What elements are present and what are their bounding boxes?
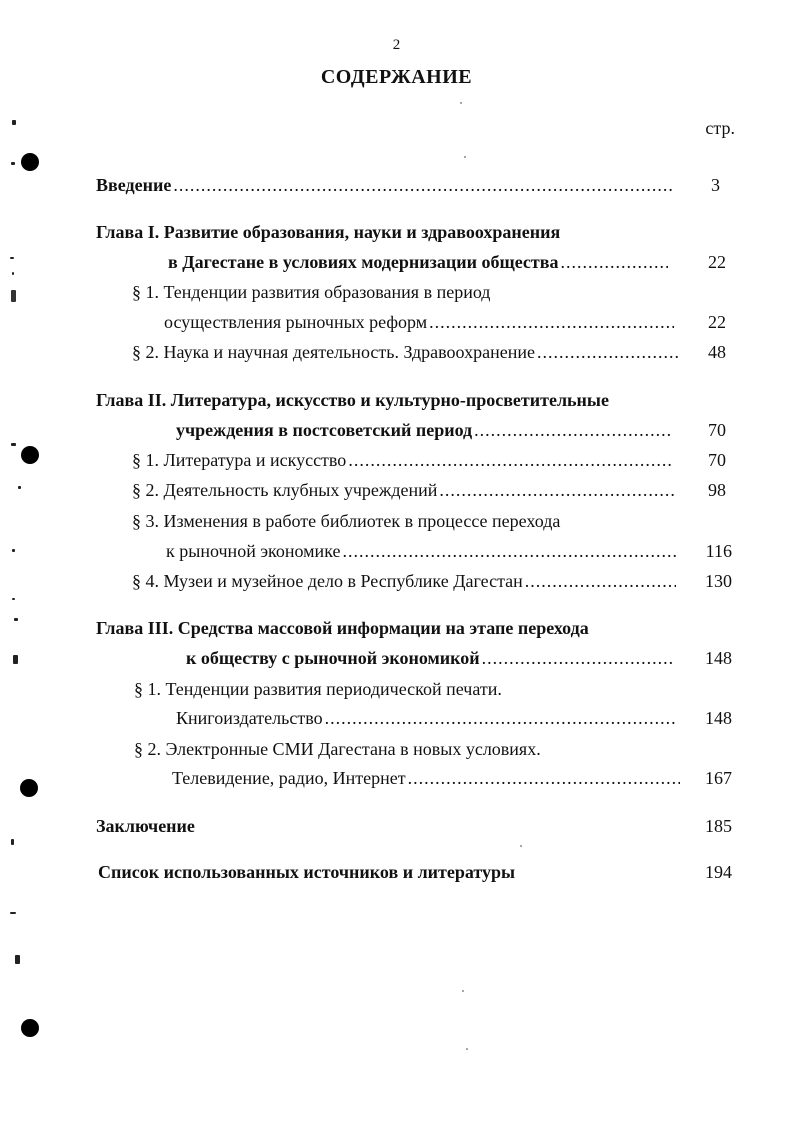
chapter-2-section-4-label: § 4. Музеи и музейное дело в Республике Дагестан <box>132 571 523 591</box>
conclusion-label: Заключение <box>96 816 195 836</box>
toc-entry-intro <box>96 172 674 198</box>
chapter-2-section-3-line1: § 3. Изменения в работе библиотек в процессе перехода <box>132 511 561 531</box>
scan-speck <box>11 443 16 446</box>
scan-speck <box>12 549 15 552</box>
toc-entry-chapter-3 <box>186 645 676 671</box>
toc-page-number: 130 <box>705 571 732 591</box>
toc-entry-chapter-3-section-2 <box>172 765 682 791</box>
chapter-2-section-2-label: § 2. Деятельность клубных учреждений <box>132 480 438 500</box>
chapter-2-section-1-label: § 1. Литература и искусство <box>132 450 347 470</box>
toc-page-number: 70 <box>708 450 726 470</box>
punch-hole <box>21 446 39 464</box>
scan-speck <box>12 272 14 275</box>
chapter-2-title-line1: Глава II. Литература, искусство и культурно-просветительные <box>96 390 609 410</box>
scan-speck <box>13 655 18 664</box>
scan-speck <box>10 257 14 259</box>
page-column-label: стр. <box>705 118 735 138</box>
toc-page-number: 22 <box>708 252 726 272</box>
toc-page-number: 22 <box>708 312 726 332</box>
toc-page-number: 70 <box>708 420 726 440</box>
toc-page-number: 148 <box>705 708 732 728</box>
chapter-3-section-1-line2: Книгоиздательство <box>176 708 323 728</box>
chapter-1-section-1-line1: § 1. Тенденции развития образования в период <box>132 282 491 302</box>
references-label: Список использованных источников и литературы <box>98 862 516 882</box>
toc-entry-chapter-1-section-2 <box>132 339 680 365</box>
toc-page-number: 98 <box>708 480 726 500</box>
toc-entry-chapter-2-section-2 <box>132 477 678 503</box>
punch-hole <box>21 1019 39 1037</box>
toc-page-number: 194 <box>705 862 732 882</box>
scan-speck <box>11 290 16 302</box>
chapter-1-section-1-line2: осуществления рыночных реформ <box>164 312 428 332</box>
scan-speck <box>18 486 21 489</box>
toc-entry-chapter-1 <box>168 249 670 275</box>
toc-page-number: 167 <box>705 768 732 788</box>
dot-leader <box>439 477 676 503</box>
chapter-2-section-3-line2: к рыночной экономике <box>166 541 341 561</box>
scan-speck <box>464 156 466 158</box>
dot-leader <box>173 172 672 198</box>
page-title: СОДЕРЖАНИЕ <box>320 66 473 88</box>
toc-page-number: 48 <box>708 342 726 362</box>
toc-entry-label: Введение <box>96 175 172 195</box>
scan-speck <box>462 990 464 992</box>
scan-speck <box>14 618 18 621</box>
punch-hole <box>20 779 38 797</box>
toc-entry-chapter-2-section-3 <box>166 538 678 564</box>
toc-page-number: 148 <box>705 648 732 668</box>
toc-page-number: 3 <box>711 175 720 195</box>
dot-leader <box>429 309 674 335</box>
scan-speck <box>11 162 15 165</box>
dot-leader <box>560 249 668 275</box>
dot-leader <box>474 417 672 443</box>
chapter-3-title-line1: Глава III. Средства массовой информации на этапе перехода <box>96 618 589 638</box>
dot-leader <box>325 705 676 731</box>
dot-leader <box>408 765 680 791</box>
chapter-3-section-1-line1: § 1. Тенденции развития периодической печати. <box>134 679 502 699</box>
page-number: 2 <box>392 37 401 53</box>
chapter-1-title-line1: Глава I. Развитие образования, науки и здравоохранения <box>96 222 561 242</box>
toc-page-number: 185 <box>705 816 732 836</box>
toc-entry-chapter-2-section-1 <box>132 447 674 473</box>
scan-speck <box>520 845 522 847</box>
toc-entry-chapter-3-section-1 <box>176 705 678 731</box>
toc-page-number: 116 <box>705 541 732 561</box>
dot-leader <box>342 538 676 564</box>
toc-entry-chapter-1-section-1 <box>164 309 676 335</box>
dot-leader <box>482 645 674 671</box>
scan-speck <box>466 1048 468 1050</box>
scan-speck <box>10 912 16 914</box>
dot-leader <box>348 447 672 473</box>
toc-entry-chapter-2 <box>176 417 674 443</box>
scan-speck <box>12 598 15 600</box>
dot-leader <box>537 339 678 365</box>
chapter-3-section-2-line1: § 2. Электронные СМИ Дагестана в новых условиях. <box>134 739 541 759</box>
chapter-3-section-2-line2: Телевидение, радио, Интернет <box>172 768 406 788</box>
punch-hole <box>21 153 39 171</box>
scan-speck <box>15 955 20 964</box>
dot-leader <box>525 568 676 594</box>
chapter-1-title-line2: в Дагестане в условиях модернизации общества <box>168 252 559 272</box>
scan-speck <box>11 839 14 845</box>
toc-entry-chapter-2-section-4 <box>132 568 678 594</box>
scan-speck <box>460 102 462 104</box>
scan-speck <box>12 120 16 125</box>
chapter-2-title-line2: учреждения в постсоветский период <box>176 420 473 440</box>
chapter-3-title-line2: к обществу с рыночной экономикой <box>186 648 480 668</box>
chapter-1-section-2-label: § 2. Наука и научная деятельность. Здравоохранение <box>132 342 535 362</box>
